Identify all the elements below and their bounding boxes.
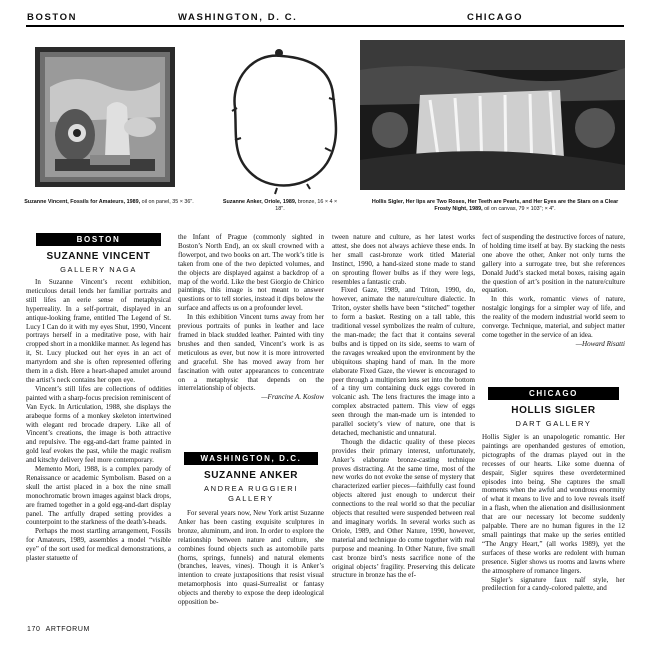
header-rule xyxy=(26,25,624,27)
boston-para: Memento Mori, 1988, is a complex parody of Renaissance or academic Symbolism. Based on a skull the artist placed in a box the nine small monochromatic brown images against black drops, are framed together in a gold egg-and-dart display panel. The artfully draped setting provides a counterpoint to the starkness of the death’s-heads. xyxy=(26,465,171,527)
boston-artist: SUZANNE VINCENT xyxy=(46,251,151,262)
caption-2-bold: Suzanne Anker, Oriole, 1989, xyxy=(222,199,297,205)
column-4 xyxy=(482,233,625,349)
painting-image-fossils xyxy=(35,47,175,187)
caption-1 xyxy=(24,199,194,206)
col3-para: Though the didactic quality of these pieces provides their primary interest, unfortunately, Anker’s elaborate bronze-casting technique proves distracting. At the same time, most of the new works do not evoke the sense of mystery that characterized earlier pieces—faithfully cast found objects altered just enough to undercut their connections to the real world so that the peculiar objects that resulted were suspended between real and imaginary worlds. In several works such as Oriole, 1989, and Other Nature, 1990, however, material and technique do come together with real purpose and meaning. In Other Nature, five small cast bronze bird’s nests sacrifice none of the original objects’ fragility. Preserving this delicate structure in bronze has the ef- xyxy=(332,437,475,580)
caption-3 xyxy=(364,199,626,213)
dc-section-bar: WASHINGTON, D.C. xyxy=(184,452,318,465)
chicago-gallery: DART GALLERY xyxy=(515,419,592,428)
col2-para: In this exhibition Vincent turns away from her previous portraits of punks in leather and lace framed in black studded leather. Painted with tiny brushes and then sanded, Vincent’s work is as meticulous as ever, but now it is more introverted and graceful. She has moved away from her fascination with outer appearances to concentrate on a metaphysic that depends on the interrelationship of objects. xyxy=(178,313,324,393)
col4-signature: —Howard Risatti xyxy=(575,339,625,348)
boston-gallery: GALLERY NAGA xyxy=(60,265,137,274)
chicago-section-bar: CHICAGO xyxy=(488,387,619,400)
boston-para: In Suzanne Vincent’s recent exhibition, meticulous detail lends her familiar portraits and still lifes an eerie sense of metaphysical hyperreality. In a self-portrait, displayed in an antique-looking frame, entitled The Legend of St. Lucy I Can do it with my eyes Shut, 1990, Vincent portrays herself in a meditative pose, with hair cropped short in a monklike manner. As legend has it, St. Lucy plucked out her eyes in an act of martyrdom and she is often represented offering them in a dish. Here a heart-shaped amulet around the artist’s neck contains her open eye. xyxy=(26,278,171,384)
caption-3-rest: oil on canvas, 79 × 103"; × 4". xyxy=(482,206,556,212)
caption-2 xyxy=(220,199,340,213)
col2-para: the Infant of Prague (commonly sighted in Boston’s North End), an ox skull crowned with a flowerpot, and two books on art. The work’s title is taken from one of the two depicted volumes, and the objects are displayed against a backdrop of a map of the world. Like the best Giorgio de Chirico paintings, this image is not meant to answer questions or to tell stories, instead it dips below the surface and affects us on a profounder level. xyxy=(178,233,324,313)
dc-section xyxy=(178,452,324,607)
boston-para: Perhaps the most startling arrangement, Fossils for Amateurs, 1989, assembles a model “visible eye” of the sort used for medical demonstrations, a plaster statuette of xyxy=(26,527,171,563)
chicago-body xyxy=(482,433,625,593)
col4-para: fect of suspending the destructive forces of nature, of holding time itself at bay. By stacking the nests one above the other, Anker not only turns the gallery into a surrogate tree, but she references Donald Judd’s stacked metal boxes, raising again the question of art’s position in the nature/culture equation. xyxy=(482,233,625,295)
caption-3-bold: Hollis Sigler, Her lips are Two Roses, Her Teeth are Pearls, and Her Eyes are the Stars on a Clear Frosty Night, 1989, xyxy=(371,199,619,212)
dc-para: For several years now, New York artist Suzanne Anker has been casting exquisite sculptures in bronze, aluminum, and iron. In order to explore the relationship between nature and culture, she combines found objects such as automobile parts (horns, springs, funnels) and natural elements (branches, leaves, vines). Though it is Anker’s intention to create juxtapositions that resist visual metamorphosis into quasi-Surrealist or fantasy objects and thereby to expose the deep ideological opposition be- xyxy=(178,509,324,607)
chicago-artist: HOLLIS SIGLER xyxy=(511,405,596,416)
dc-gallery-1: ANDREA RUGGIERI xyxy=(203,484,298,493)
caption-1-bold: Suzanne Vincent, Fossils for Amateurs, 1989, xyxy=(24,199,141,205)
chicago-para: Sigler’s signature faux naïf style, her predilection for a candy-colored palette, and xyxy=(482,575,625,593)
column-3 xyxy=(332,233,475,580)
dc-gallery-2: GALLERY xyxy=(228,494,274,503)
header-center: WASHINGTON, D. C. xyxy=(178,12,298,23)
header-left: BOSTON xyxy=(27,12,78,23)
painting-image-her-lips xyxy=(360,40,625,190)
dc-artist: SUZANNE ANKER xyxy=(203,470,299,481)
boston-para: Vincent’s still lifes are collections of oddities painted with a sharp-focus precision reminiscent of Van Eyck. In Articulation, 1988, she displays the arabeque forms of a monkey skeleton intertwined with elegant red brocade drapery. Like all of Vincent’s creations, the image is both attractive and repulsive. The egg-and-dart frame painted in gold leaf evokes the past, while the magic realism and kitschy delivery feel more contemporary. xyxy=(26,384,171,465)
boston-section xyxy=(26,233,171,563)
magazine-name: ARTFORUM xyxy=(45,626,90,633)
col4-para: In this work, romantic views of nature, nostalgic longings for a simpler way of life, and the reality of the modern industrial world seem to converge. Technique, material, and subject matter come together in the service of an idea. xyxy=(482,295,625,339)
page-number: 170 xyxy=(27,626,41,633)
footer xyxy=(27,626,90,633)
col2-signature: —Francine A. Koslow xyxy=(261,393,324,402)
dc-body xyxy=(178,509,324,607)
caption-1-rest: oil on panel, 35 × 36". xyxy=(140,199,194,205)
caption-2-rest: bronze, 16 × 4 × 18". xyxy=(275,199,338,212)
col3-para: Fixed Gaze, 1989, and Triton, 1990, do, however, animate the nature/culture dialectic. In Triton, oyster shells have been “stitched” together to form a basket. Resting on a tall table, this traditional vessel symbolizes the realm of culture, the man-made; the fact that it contains several bulbs and is tipped on its side, seems to warn of the ravages wreaked upon the environment by the ubiquitous shaping hand of man. In the more elaborate Fixed Gaze, the viewer is encouraged to peer through a multiprism lens set into the bottom of a tiny urn containing duck eggs covered in volcanic ash. The lens fractures the image into a complex abstracted pattern. This view of eggs seen through the man-made urn is intended to parallel society’s view of nature, one that is detached, mechanistic and unnatural. xyxy=(332,286,475,437)
boston-section-bar: BOSTON xyxy=(36,233,161,246)
chicago-para: Hollis Sigler is an unapologetic romantic. Her paintings are openhanded gestures of emotion, pictographs of the dramas played out in the recesses of our hearts. Like some duenna of despair, Sigler squires these overdetermined episodes into being. She captures the small moments when the awful and wondrous enormity of what it means to live and to love reveals itself in a flash, when the alienation and disillusionment that are our necessary lot become suddenly palpable. There are no human figures in the 12 small paintings that make up the series entitled “The Angry Heart,” (all works 1989), yet the surfaces of these works are redolent with human presence. Sigler shows us rooms and lawns where the atmosphere of romance lingers. xyxy=(482,433,625,575)
column-2 xyxy=(178,233,324,402)
boston-body xyxy=(26,278,171,563)
chicago-section xyxy=(482,387,625,593)
header-right: CHICAGO xyxy=(467,12,524,23)
sculpture-image-oriole xyxy=(217,38,347,198)
col3-para: tween nature and culture, as her latest works attest, she does not always achieve these ends. In her small cast-bronze work titled Material Instinct, 1990, a hand-sized stone made to stand on sprouting flower bulbs as if they were legs, resembles a fantastic crab. xyxy=(332,233,475,286)
